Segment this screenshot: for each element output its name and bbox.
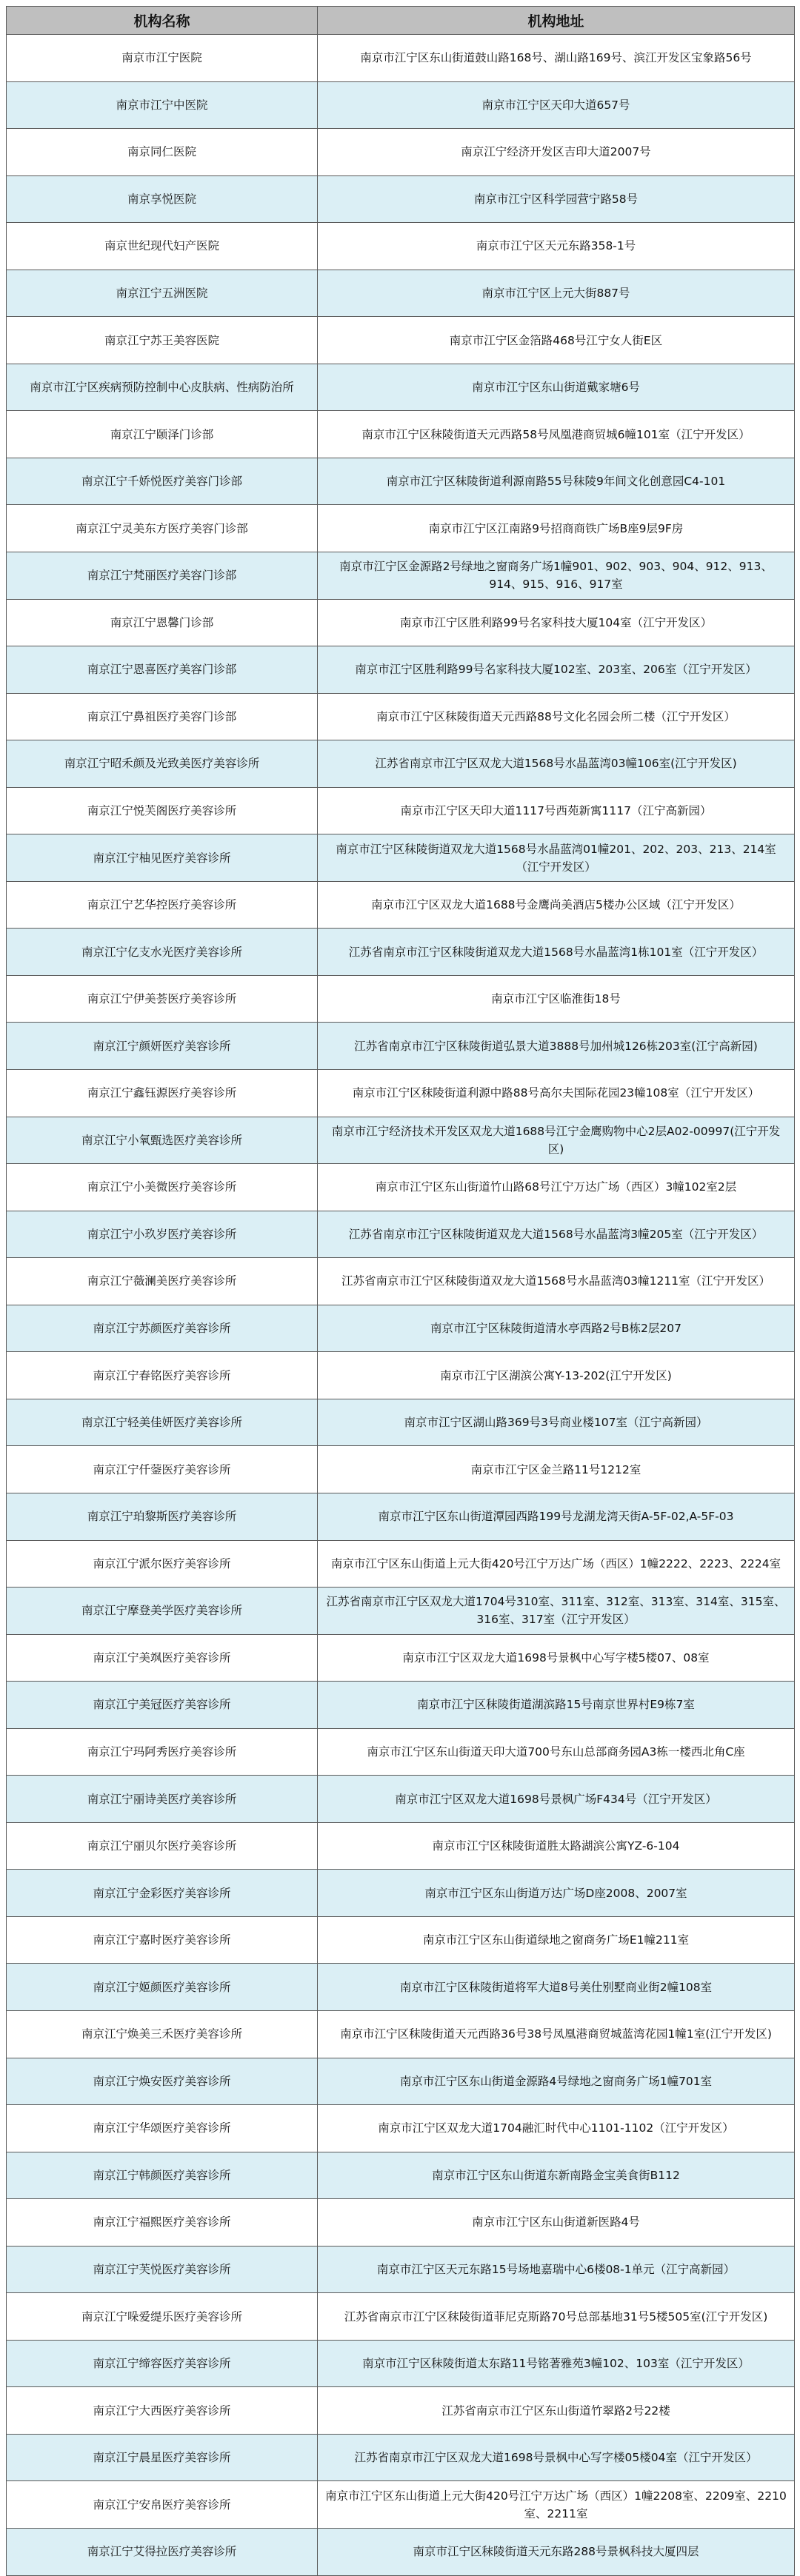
table-row: [7, 317, 795, 364]
institution-address-cell: 南京市江宁区秣陵街道天元西路88号文化名园会所二楼（江宁开发区）: [318, 693, 795, 740]
table-row: [7, 693, 795, 740]
institution-name-cell: 南京江宁玛阿秀医疗美容诊所: [7, 1728, 318, 1776]
table-row: [7, 599, 795, 646]
institution-address-cell: 南京市江宁区东山街道戴家塘6号: [318, 364, 795, 411]
institution-name-cell: 南京市江宁区疾病预防控制中心皮肤病、性病防治所: [7, 364, 318, 411]
institution-address-cell: 南京市江宁区东山街道竹山路68号江宁万达广场（西区）3幢102室2层: [318, 1164, 795, 1211]
institution-address-cell: 南京市江宁区秣陵街道湖滨路15号南京世界村E9栋7室: [318, 1682, 795, 1729]
institution-name-cell: 南京江宁颜妍医疗美容诊所: [7, 1023, 318, 1070]
table-row: [7, 1446, 795, 1493]
institution-address-cell: 南京市江宁区科学园营宁路58号: [318, 175, 795, 223]
institution-name-cell: 南京市江宁医院: [7, 35, 318, 82]
institution-address-cell: 南京市江宁区湖滨公寓Y-13-202(江宁开发区): [318, 1352, 795, 1399]
institution-name-cell: 南京江宁美飒医疗美容诊所: [7, 1634, 318, 1682]
table-row: [7, 2105, 795, 2152]
institution-name-cell: 南京江宁昭禾颜及光致美医疗美容诊所: [7, 740, 318, 788]
institution-address-cell: 南京市江宁经济技术开发区双龙大道1688号江宁金鹰购物中心2层A02-00997(江宁开发区): [318, 1117, 795, 1164]
table-row: [7, 1164, 795, 1211]
institution-name-cell: 南京江宁伊美荟医疗美容诊所: [7, 975, 318, 1023]
institution-address-cell: 南京市江宁区东山街道绿地之窗商务广场E1幢211室: [318, 1916, 795, 1964]
institution-address-cell: 南京市江宁区东山街道金源路4号绿地之窗商务广场1幢701室: [318, 2058, 795, 2105]
institution-name-cell: 南京江宁摩登美学医疗美容诊所: [7, 1588, 318, 1635]
institution-address-cell: 南京市江宁区金箔路468号江宁女人街E区: [318, 317, 795, 364]
table-header-row: [7, 7, 795, 35]
table-row: [7, 458, 795, 505]
institution-address-cell: 南京市江宁区秣陵街道利源中路88号高尔夫国际花园23幢108室（江宁开发区）: [318, 1070, 795, 1117]
institution-address-cell: 南京市江宁区上元大街887号: [318, 270, 795, 317]
institution-name-cell: 南京江宁春铭医疗美容诊所: [7, 1352, 318, 1399]
table-row: [7, 364, 795, 411]
institution-address-cell: 南京市江宁区天元东路15号场地嘉瑞中心6楼08-1单元（江宁高新园）: [318, 2246, 795, 2293]
institution-address-cell: 南京江宁经济开发区吉印大道2007号: [318, 129, 795, 176]
institution-address-cell: 江苏省南京市江宁区秣陵街道双龙大道1568号水晶蓝湾03幢1211室（江宁开发区）: [318, 1258, 795, 1305]
table-row: [7, 1634, 795, 1682]
table-row: [7, 1540, 795, 1588]
institution-address-cell: 南京市江宁区东山街道潭园西路199号龙湖龙湾天街A-5F-02,A-5F-03: [318, 1493, 795, 1540]
table-row: [7, 35, 795, 82]
institution-address-cell: 南京市江宁区秣陵街道天元西路36号38号凤凰港商贸城蓝湾花园1幢1室(江宁开发区): [318, 2010, 795, 2058]
institution-address-cell: 江苏省南京市江宁区秣陵街道双龙大道1568号水晶蓝湾3幢205室（江宁开发区）: [318, 1211, 795, 1258]
table-row: [7, 505, 795, 552]
institution-address-cell: 江苏省南京市江宁区东山街道竹翠路2号22楼: [318, 2387, 795, 2435]
table-row: [7, 552, 795, 600]
institution-name-cell: 南京市江宁中医院: [7, 81, 318, 129]
institution-address-cell: 南京市江宁区天元东路358-1号: [318, 223, 795, 270]
institution-name-cell: 南京江宁柚见医疗美容诊所: [7, 834, 318, 882]
table-row: [7, 1916, 795, 1964]
institution-address-cell: 南京市江宁区东山街道东新南路金宝美食街B112: [318, 2152, 795, 2199]
institution-name-cell: 南京江宁恩喜医疗美容门诊部: [7, 646, 318, 694]
institution-address-cell: 南京市江宁区金源路2号绿地之窗商务广场1幢901、902、903、904、912、913、914、915、916、917室: [318, 552, 795, 600]
institution-address-cell: 南京市江宁区天印大道657号: [318, 81, 795, 129]
institution-address-cell: 南京市江宁区秣陵街道胜太路湖滨公寓YZ-6-104: [318, 1822, 795, 1870]
institution-name-cell: 南京江宁华颂医疗美容诊所: [7, 2105, 318, 2152]
table-row: [7, 2481, 795, 2529]
institution-address-cell: 南京市江宁区秣陵街道利源南路55号秣陵9年间文化创意园C4-101: [318, 458, 795, 505]
institution-address-cell: 江苏省南京市江宁区双龙大道1568号水晶蓝湾03幢106室(江宁开发区): [318, 740, 795, 788]
institution-name-cell: 南京江宁安帛医疗美容诊所: [7, 2481, 318, 2529]
institution-address-cell: 南京市江宁区金兰路11号1212室: [318, 1446, 795, 1493]
table-row: [7, 881, 795, 929]
table-row: [7, 834, 795, 882]
table-row: [7, 929, 795, 976]
table-row: [7, 2246, 795, 2293]
table-row: [7, 81, 795, 129]
table-row: [7, 1399, 795, 1446]
institution-address-cell: 南京市江宁区秣陵街道天元西路58号凤凰港商贸城6幢101室（江宁开发区）: [318, 411, 795, 458]
institution-name-cell: 南京江宁五洲医院: [7, 270, 318, 317]
institution-name-cell: 南京江宁晨星医疗美容诊所: [7, 2434, 318, 2481]
table-row: [7, 1682, 795, 1729]
table-row: [7, 1352, 795, 1399]
institution-name-cell: 南京江宁梵丽医疗美容门诊部: [7, 552, 318, 600]
institution-name-cell: 南京江宁艺华控医疗美容诊所: [7, 881, 318, 929]
institution-address-cell: 南京市江宁区东山街道鼓山路168号、湖山路169号、滨江开发区宝象路56号: [318, 35, 795, 82]
institution-name-cell: 南京世纪现代妇产医院: [7, 223, 318, 270]
institution-name-cell: 南京江宁千娇悦医疗美容门诊部: [7, 458, 318, 505]
table-row: [7, 1964, 795, 2011]
institution-name-cell: 南京江宁丽贝尔医疗美容诊所: [7, 1822, 318, 1870]
institution-address-cell: 南京市江宁区双龙大道1698号景枫中心写字楼5楼07、08室: [318, 1634, 795, 1682]
table-row: [7, 646, 795, 694]
institution-address-cell: 南京市江宁区东山街道万达广场D座2008、2007室: [318, 1870, 795, 1917]
table-row: [7, 1728, 795, 1776]
institution-address-cell: 南京市江宁区双龙大道1704融汇时代中心1101-1102（江宁开发区）: [318, 2105, 795, 2152]
table-row: [7, 1211, 795, 1258]
institution-name-cell: 南京江宁轻美佳妍医疗美容诊所: [7, 1399, 318, 1446]
institution-address-cell: 南京市江宁区东山街道新医路4号: [318, 2199, 795, 2247]
institution-name-cell: 南京享悦医院: [7, 175, 318, 223]
table-body: [7, 35, 795, 2576]
institution-address-cell: 南京市江宁区临淮街18号: [318, 975, 795, 1023]
institution-address-cell: 江苏省南京市江宁区秣陵街道菲尼克斯路70号总部基地31号5楼505室(江宁开发区): [318, 2293, 795, 2341]
table-row: [7, 2058, 795, 2105]
institution-address-cell: 南京市江宁区双龙大道1698号景枫广场F434号（江宁开发区）: [318, 1776, 795, 1823]
table-row: [7, 1305, 795, 1352]
table-row: [7, 1776, 795, 1823]
institution-name-cell: 南京江宁姬颜医疗美容诊所: [7, 1964, 318, 2011]
institution-name-cell: 南京江宁悦芙阁医疗美容诊所: [7, 787, 318, 834]
institution-name-cell: 南京同仁医院: [7, 129, 318, 176]
institution-name-cell: 南京江宁鑫钰源医疗美容诊所: [7, 1070, 318, 1117]
institution-name-cell: 南京江宁恩馨门诊部: [7, 599, 318, 646]
institution-name-cell: 南京江宁灵美东方医疗美容门诊部: [7, 505, 318, 552]
institution-name-cell: 南京江宁小玖岁医疗美容诊所: [7, 1211, 318, 1258]
institution-address-cell: 南京市江宁区东山街道上元大街420号江宁万达广场（西区）1幢2208室、2209室、2210室、2211室: [318, 2481, 795, 2529]
column-header-address: 机构地址: [318, 7, 795, 35]
institution-name-cell: 南京江宁薇澜美医疗美容诊所: [7, 1258, 318, 1305]
table-row: [7, 2293, 795, 2341]
institution-name-cell: 南京江宁苏颜医疗美容诊所: [7, 1305, 318, 1352]
institution-name-cell: 南京江宁大西医疗美容诊所: [7, 2387, 318, 2435]
table-row: [7, 740, 795, 788]
institution-name-cell: 南京江宁鼻祖医疗美容门诊部: [7, 693, 318, 740]
table-row: [7, 1870, 795, 1917]
table-row: [7, 1493, 795, 1540]
institution-address-cell: 南京市江宁区湖山路369号3号商业楼107室（江宁高新园）: [318, 1399, 795, 1446]
table-row: [7, 2340, 795, 2387]
table-row: [7, 1117, 795, 1164]
institution-address-cell: 南京市江宁区秣陵街道清水亭西路2号B栋2层207: [318, 1305, 795, 1352]
institution-name-cell: 南京江宁小氧甄选医疗美容诊所: [7, 1117, 318, 1164]
institution-table: [6, 6, 795, 2576]
table-row: [7, 2528, 795, 2575]
institution-address-cell: 江苏省南京市江宁区双龙大道1698号景枫中心写字楼05楼04室（江宁开发区）: [318, 2434, 795, 2481]
table-row: [7, 175, 795, 223]
institution-name-cell: 南京江宁仟蓥医疗美容诊所: [7, 1446, 318, 1493]
table-row: [7, 1822, 795, 1870]
institution-name-cell: 南京江宁艾得拉医疗美容诊所: [7, 2528, 318, 2575]
institution-address-cell: 江苏省南京市江宁区双龙大道1704号310室、311室、312室、313室、314室、315室、316室、317室（江宁开发区）: [318, 1588, 795, 1635]
institution-address-cell: 南京市江宁区天印大道1117号西苑新寓1117（江宁高新园）: [318, 787, 795, 834]
table-row: [7, 2387, 795, 2435]
institution-name-cell: 南京江宁丽诗美医疗美容诊所: [7, 1776, 318, 1823]
institution-address-cell: 南京市江宁区秣陵街道太东路11号铭著雅苑3幢102、103室（江宁开发区）: [318, 2340, 795, 2387]
institution-address-cell: 南京市江宁区胜利路99号名家科技大厦102室、203室、206室（江宁开发区）: [318, 646, 795, 694]
table-row: [7, 2434, 795, 2481]
institution-name-cell: 南京江宁芙悦医疗美容诊所: [7, 2246, 318, 2293]
institution-address-cell: 江苏省南京市江宁区秣陵街道双龙大道1568号水晶蓝湾1栋101室（江宁开发区）: [318, 929, 795, 976]
table-row: [7, 2010, 795, 2058]
table-row: [7, 2152, 795, 2199]
institution-address-cell: 南京市江宁区秣陵街道将军大道8号美仕别墅商业街2幢108室: [318, 1964, 795, 2011]
institution-name-cell: 南京江宁小美微医疗美容诊所: [7, 1164, 318, 1211]
table-row: [7, 129, 795, 176]
institution-name-cell: 南京江宁苏王美容医院: [7, 317, 318, 364]
institution-name-cell: 南京江宁珀黎斯医疗美容诊所: [7, 1493, 318, 1540]
institution-name-cell: 南京江宁美冠医疗美容诊所: [7, 1682, 318, 1729]
column-header-name: 机构名称: [7, 7, 318, 35]
institution-name-cell: 南京江宁福熙医疗美容诊所: [7, 2199, 318, 2247]
table-row: [7, 975, 795, 1023]
table-row: [7, 1588, 795, 1635]
institution-address-cell: 南京市江宁区胜利路99号名家科技大厦104室（江宁开发区）: [318, 599, 795, 646]
institution-name-cell: 南京江宁颐泽门诊部: [7, 411, 318, 458]
table-row: [7, 2199, 795, 2247]
table-row: [7, 223, 795, 270]
institution-address-cell: 南京市江宁区江南路9号招商商铁广场B座9层9F房: [318, 505, 795, 552]
institution-name-cell: 南京江宁焕安医疗美容诊所: [7, 2058, 318, 2105]
institution-address-cell: 南京市江宁区双龙大道1688号金鹰尚美酒店5楼办公区域（江宁开发区）: [318, 881, 795, 929]
institution-name-cell: 南京江宁亿支水光医疗美容诊所: [7, 929, 318, 976]
institution-name-cell: 南京江宁哚爱缇乐医疗美容诊所: [7, 2293, 318, 2341]
institution-name-cell: 南京江宁缔容医疗美容诊所: [7, 2340, 318, 2387]
table-row: [7, 787, 795, 834]
institution-name-cell: 南京江宁嘉时医疗美容诊所: [7, 1916, 318, 1964]
institution-address-cell: 江苏省南京市江宁区秣陵街道弘景大道3888号加州城126栋203室(江宁高新园): [318, 1023, 795, 1070]
table-row: [7, 270, 795, 317]
institution-address-cell: 南京市江宁区东山街道上元大街420号江宁万达广场（西区）1幢2222、2223、2224室: [318, 1540, 795, 1588]
table-row: [7, 411, 795, 458]
institution-name-cell: 南京江宁派尔医疗美容诊所: [7, 1540, 318, 1588]
institution-address-cell: 南京市江宁区秣陵街道天元东路288号景枫科技大厦四层: [318, 2528, 795, 2575]
institution-name-cell: 南京江宁焕美三禾医疗美容诊所: [7, 2010, 318, 2058]
table-row: [7, 1070, 795, 1117]
institution-address-cell: 南京市江宁区东山街道天印大道700号东山总部商务园A3栋一楼西北角C座: [318, 1728, 795, 1776]
institution-address-cell: 南京市江宁区秣陵街道双龙大道1568号水晶蓝湾01幢201、202、203、213、214室（江宁开发区）: [318, 834, 795, 882]
institution-name-cell: 南京江宁金彩医疗美容诊所: [7, 1870, 318, 1917]
institution-name-cell: 南京江宁韩颜医疗美容诊所: [7, 2152, 318, 2199]
table-row: [7, 1258, 795, 1305]
table-row: [7, 1023, 795, 1070]
